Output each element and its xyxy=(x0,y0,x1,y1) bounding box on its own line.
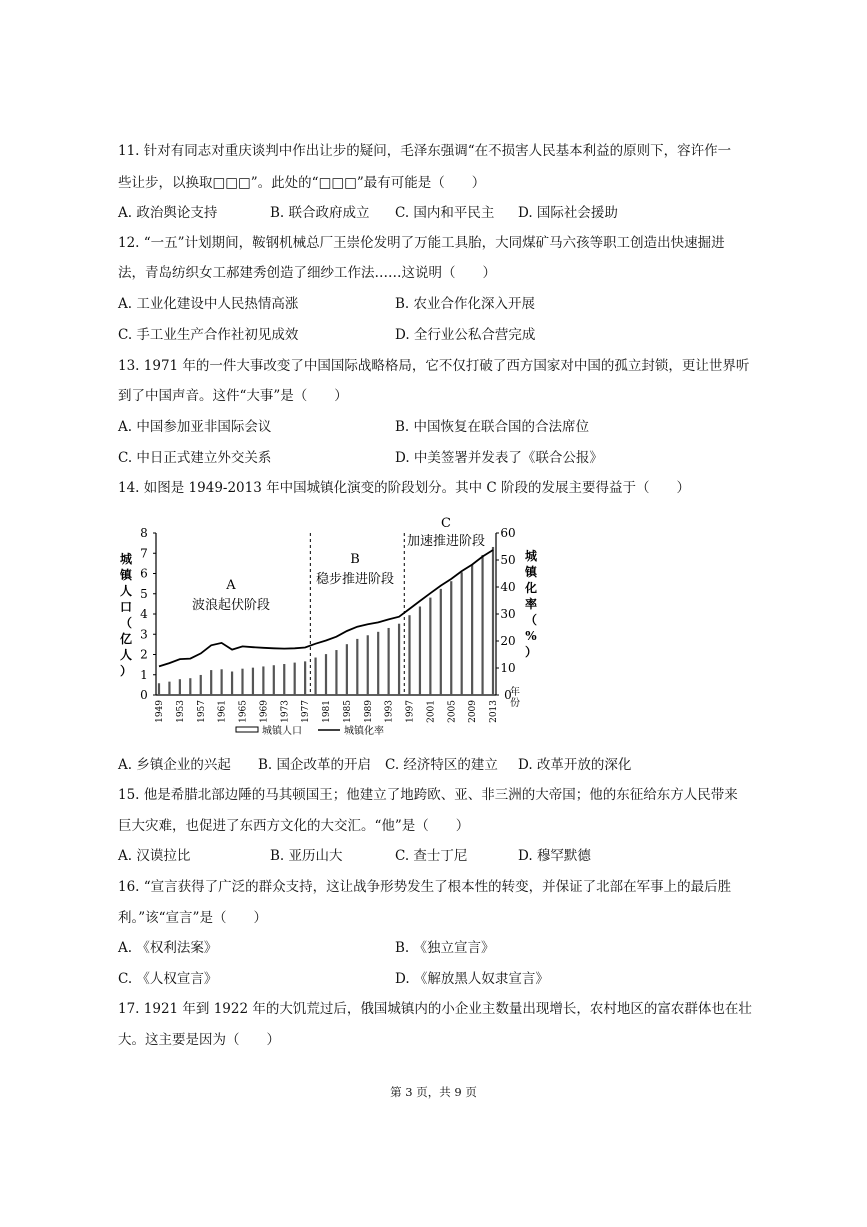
left-axis-title-char: 人 xyxy=(119,648,133,662)
q15-option-c[interactable]: C. 查士丁尼 xyxy=(395,848,468,864)
q17-stem-line2: 大。这主要是因为（ ） xyxy=(118,1032,280,1048)
left-axis-title-char: 镇 xyxy=(119,568,133,582)
x-tick-label: 1965 xyxy=(238,700,249,723)
x-tick-label: 2009 xyxy=(468,700,479,723)
q13-option-d[interactable]: D. 中美签署并发表了《联合公报》 xyxy=(395,450,603,466)
q15-option-d[interactable]: D. 穆罕默德 xyxy=(518,848,591,864)
left-axis-title-char: 口 xyxy=(119,600,133,614)
stage-b-letter: B xyxy=(350,552,360,567)
right-tick-label: 50 xyxy=(500,553,516,567)
q12-option-c[interactable]: C. 手工业生产合作社初见成效 xyxy=(118,327,299,343)
stage-c-letter: C xyxy=(441,516,451,531)
q12-option-a[interactable]: A. 工业化建设中人民热情高涨 xyxy=(118,296,299,312)
x-tick-label: 1985 xyxy=(342,700,353,723)
bar-urban-population xyxy=(367,635,369,695)
legend-bar-swatch xyxy=(236,727,258,732)
x-tick-label: 1981 xyxy=(322,700,332,723)
x-tick-label: 2013 xyxy=(489,700,499,723)
left-tick-label: 2 xyxy=(140,647,148,662)
bar-urban-population xyxy=(481,555,483,695)
right-axis-title-char: 城 xyxy=(524,549,538,563)
left-tick-label: 6 xyxy=(140,566,148,581)
bar-urban-population xyxy=(450,581,452,695)
q14-option-a[interactable]: A. 乡镇企业的兴起 xyxy=(118,757,231,773)
left-axis-title-char: 亿 xyxy=(119,632,133,646)
bar-urban-population xyxy=(325,654,327,695)
page-footer: 第 3 页，共 9 页 xyxy=(390,1085,477,1099)
bar-urban-population xyxy=(200,675,202,695)
bar-urban-population xyxy=(356,639,358,695)
q16-stem-line2: 利。”该“宣言”是（ ） xyxy=(118,910,267,926)
right-tick-label: 60 xyxy=(500,526,516,540)
bar-urban-population xyxy=(168,682,170,695)
right-axis-title-char: （ xyxy=(524,613,538,627)
q14-option-b[interactable]: B. 国企改革的开启 xyxy=(258,757,372,773)
q11-option-d[interactable]: D. 国际社会援助 xyxy=(518,205,618,221)
q15-stem-line2: 巨大灾难，也促进了东西方文化的大交汇。“他”是（ ） xyxy=(118,818,470,834)
bar-urban-population xyxy=(492,547,494,695)
right-axis-title-char: % xyxy=(525,629,537,643)
bar-urban-population xyxy=(440,589,442,695)
q16-option-b[interactable]: B. 《独立宣言》 xyxy=(395,940,495,956)
bar-urban-population xyxy=(294,663,296,695)
x-tick-label: 1957 xyxy=(196,700,207,723)
left-tick-label: 5 xyxy=(140,586,148,601)
left-tick-label: 0 xyxy=(140,688,148,702)
bar-urban-population xyxy=(419,607,421,695)
q14-option-d[interactable]: D. 改革开放的深化 xyxy=(518,757,632,773)
bar-urban-population xyxy=(241,669,243,695)
right-tick-label: 0 xyxy=(504,688,512,702)
q12-option-b[interactable]: B. 农业合作化深入开展 xyxy=(395,296,536,312)
q16-option-d[interactable]: D. 《解放黑人奴隶宣言》 xyxy=(395,971,549,987)
left-tick-label: 7 xyxy=(140,546,148,561)
right-axis-title-char: 镇 xyxy=(524,565,538,579)
bar-urban-population xyxy=(252,668,254,695)
legend-line-label: 城镇化率 xyxy=(344,726,384,737)
right-tick-label: 40 xyxy=(500,580,516,594)
bar-urban-population xyxy=(398,624,400,695)
left-axis-title-char: 城 xyxy=(119,552,133,566)
stage-c-label: 加速推进阶段 xyxy=(406,534,486,549)
bar-urban-population xyxy=(231,672,233,695)
q11-option-a[interactable]: A. 政治舆论支持 xyxy=(118,205,218,221)
x-tick-label: 1993 xyxy=(384,700,395,723)
bar-urban-population xyxy=(179,679,181,695)
left-tick-label: 1 xyxy=(140,667,148,682)
bar-urban-population xyxy=(273,665,275,695)
q11-stem-line1: 11. 针对有同志对重庆谈判中作出让步的疑问，毛泽东强调“在不损害人民基本利益的原则下，容许作一 xyxy=(118,143,732,159)
bar-urban-population xyxy=(346,644,348,695)
bar-urban-population xyxy=(388,628,390,695)
q15-option-b[interactable]: B. 亚历山大 xyxy=(270,848,343,864)
x-tick-label: 1997 xyxy=(405,700,416,723)
x-tick-label: 1961 xyxy=(217,700,228,723)
q13-option-c[interactable]: C. 中日正式建立外交关系 xyxy=(118,450,272,466)
q13-option-a[interactable]: A. 中国参加亚非国际会议 xyxy=(118,419,272,435)
x-tick-label: 2005 xyxy=(447,700,458,723)
left-tick-label: 3 xyxy=(140,627,148,642)
q15-stem-line1: 15. 他是希腊北部边陲的马其顿国王；他建立了地跨欧、亚、非三洲的大帝国；他的东征给东方人民带来 xyxy=(118,787,738,803)
q16-stem-line1: 16. “宣言获得了广泛的群众支持，这让战争形势发生了根本性的转变，并保证了北部在军事上的最后胜 xyxy=(118,879,732,895)
right-tick-label: 20 xyxy=(500,634,516,648)
x-tick-label: 1953 xyxy=(175,700,186,723)
left-tick-label: 4 xyxy=(140,607,148,621)
bar-urban-population xyxy=(304,661,306,695)
stage-a-label: 波浪起伏阶段 xyxy=(191,598,271,613)
x-tick-label: 2001 xyxy=(426,700,437,723)
x-axis-unit-char: 年 xyxy=(510,687,520,698)
bar-urban-population xyxy=(283,664,285,695)
x-tick-label: 1969 xyxy=(259,700,270,723)
q13-stem-line1: 13. 1971 年的一件大事改变了中国国际战略格局，它不仅打破了西方国家对中国的孤立封锁，更让世界听 xyxy=(118,358,750,374)
left-tick-label: 8 xyxy=(140,526,148,540)
x-axis-unit-char: 份 xyxy=(510,698,520,709)
q16-option-a[interactable]: A. 《权利法案》 xyxy=(118,940,218,956)
bar-urban-population xyxy=(377,632,379,695)
q11-stem-line2: 些让步，以换取□□□”。此处的“□□□”最有可能是（ ） xyxy=(118,175,486,191)
q12-stem-line1: 12. “一五”计划期间，鞍钢机械总厂王崇伦发明了万能工具胎，大同煤矿马六孩等职工创造出快速掘进 xyxy=(118,235,725,251)
q13-stem-line2: 到了中国声音。这件“大事”是（ ） xyxy=(118,388,348,404)
bar-urban-population xyxy=(461,572,463,695)
x-tick-label: 1977 xyxy=(301,700,312,723)
q14-option-c[interactable]: C. 经济特区的建立 xyxy=(385,757,498,773)
x-tick-label: 1949 xyxy=(155,700,165,723)
q11-option-b[interactable]: B. 联合政府成立 xyxy=(270,205,370,221)
bar-urban-population xyxy=(189,678,191,695)
left-axis-title-char: 人 xyxy=(119,584,133,598)
q11-option-c[interactable]: C. 国内和平民主 xyxy=(395,205,495,221)
right-tick-label: 10 xyxy=(500,661,516,675)
bar-urban-population xyxy=(429,598,431,695)
bar-urban-population xyxy=(408,615,410,695)
q16-option-c[interactable]: C. 《人权宣言》 xyxy=(118,971,218,987)
x-tick-label: 1989 xyxy=(363,700,374,723)
bar-urban-population xyxy=(221,669,223,695)
q15-option-a[interactable]: A. 汉谟拉比 xyxy=(118,848,191,864)
bar-urban-population xyxy=(210,670,212,695)
x-tick-label: 1973 xyxy=(280,700,291,723)
bar-urban-population xyxy=(335,650,337,695)
urbanization-chart xyxy=(118,515,538,745)
right-axis-title-char: 化 xyxy=(524,581,538,595)
stage-b-label: 稳步推进阶段 xyxy=(315,572,395,587)
left-axis-title-char: （ xyxy=(119,616,133,630)
q13-option-b[interactable]: B. 中国恢复在联合国的合法席位 xyxy=(395,419,590,435)
bar-urban-population xyxy=(262,666,264,695)
q12-stem-line2: 法，青岛纺织女工郝建秀创造了细纱工作法……这说明（ ） xyxy=(118,265,496,281)
q12-option-d[interactable]: D. 全行业公私合营完成 xyxy=(395,327,536,343)
legend-bar-label: 城镇人口 xyxy=(262,726,302,737)
bar-urban-population xyxy=(471,564,473,695)
left-axis-title-char: ） xyxy=(119,664,133,678)
stage-a-letter: A xyxy=(226,578,236,593)
right-axis-title-char: 率 xyxy=(524,597,538,611)
right-axis-title-char: ） xyxy=(524,645,538,659)
bar-urban-population xyxy=(314,658,316,695)
q17-stem-line1: 17. 1921 年到 1922 年的大饥荒过后，俄国城镇内的小企业主数量出现增长，农村地区的富农群体也在壮 xyxy=(118,1001,752,1017)
bar-urban-population xyxy=(158,683,160,695)
q14-stem: 14. 如图是 1949-2013 年中国城镇化演变的阶段划分。其中 C 阶段的发展主要得益于（ ） xyxy=(118,480,691,496)
right-tick-label: 30 xyxy=(500,607,516,621)
